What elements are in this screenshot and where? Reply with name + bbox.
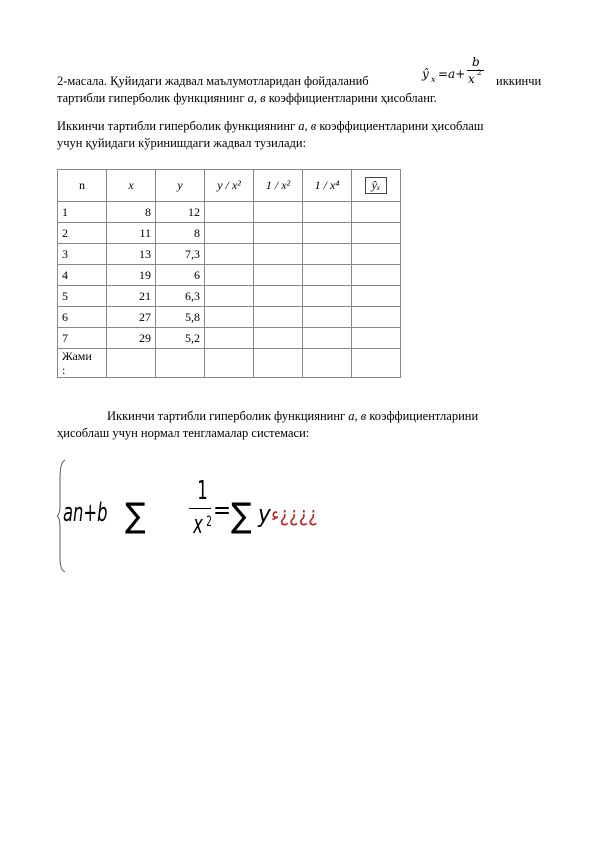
cell-empty xyxy=(205,265,254,286)
cell-total-label: Жами : xyxy=(58,349,107,378)
cell-empty xyxy=(303,223,352,244)
paragraph-normal-line2: ҳисоблаш учун нормал тенгламалар системаси: xyxy=(57,426,310,440)
cell-empty xyxy=(254,244,303,265)
cell-x: 27 xyxy=(107,307,156,328)
formula-subscript: x xyxy=(431,75,436,84)
cell-y: 7,3 xyxy=(156,244,205,265)
system-garbled-symbols: ء¿¿¿¿ xyxy=(271,502,318,526)
system-sum-right: ∑ xyxy=(231,496,252,536)
formula-denominator: x xyxy=(468,72,475,86)
cell-y: 5,2 xyxy=(156,328,205,349)
cell-empty xyxy=(254,265,303,286)
system-sum-left: ∑ xyxy=(125,496,146,536)
cell-empty xyxy=(156,349,205,378)
table-row xyxy=(58,202,401,223)
cell-x: 13 xyxy=(107,244,156,265)
cell-empty xyxy=(352,265,401,286)
cell-empty xyxy=(205,286,254,307)
cell-empty xyxy=(352,244,401,265)
table-total-row xyxy=(58,349,401,378)
header-n: n xyxy=(58,170,107,202)
system-rhs-y: y xyxy=(258,500,271,528)
header-y: y xyxy=(156,170,205,202)
cell-empty xyxy=(205,202,254,223)
cell-empty xyxy=(352,286,401,307)
cell-empty xyxy=(254,307,303,328)
p3-italic: а, в xyxy=(348,409,367,423)
p3-part1: Иккинчи тартибли гиперболик функциянинг xyxy=(107,409,349,423)
problem-line2-italic: а, в xyxy=(247,91,266,105)
cell-x: 8 xyxy=(107,202,156,223)
cell-n: 3 xyxy=(58,244,107,265)
cell-y: 8 xyxy=(156,223,205,244)
cell-empty xyxy=(352,328,401,349)
table-row xyxy=(58,328,401,349)
paragraph-table-intro-line1 xyxy=(57,118,547,135)
problem-intro xyxy=(57,73,369,90)
paragraph-normal-equations xyxy=(57,408,547,442)
formula-numerator: b xyxy=(472,55,480,69)
p2-part1: Иккинчи тартибли гиперболик функциянинг xyxy=(57,119,299,133)
cell-n: 4 xyxy=(58,265,107,286)
p2-italic: а, в xyxy=(298,119,317,133)
cell-empty xyxy=(352,223,401,244)
cell-n: 1 xyxy=(58,202,107,223)
cell-empty xyxy=(303,202,352,223)
cell-n: 7 xyxy=(58,328,107,349)
cell-n: 6 xyxy=(58,307,107,328)
header-yhat xyxy=(352,170,401,202)
system-fraction-bar xyxy=(189,508,211,509)
table-header-row xyxy=(58,170,401,202)
problem-line2-text: тартибли гиперболик функциянинг xyxy=(57,91,248,105)
cell-empty xyxy=(254,349,303,378)
formula-lhs: ŷ xyxy=(422,67,429,81)
problem-intro-text: 2-масала. Қуйидаги жадвал маълумотларидан фойдаланиб xyxy=(57,74,369,88)
cell-empty xyxy=(254,286,303,307)
cell-empty xyxy=(352,202,401,223)
cell-empty xyxy=(254,223,303,244)
table-row xyxy=(58,223,401,244)
cell-empty xyxy=(352,349,401,378)
cell-empty xyxy=(303,328,352,349)
cell-empty xyxy=(205,244,254,265)
header-1-over-x4: 1 / x⁴ xyxy=(303,170,352,202)
problem-line2 xyxy=(57,90,437,107)
normal-equation-system xyxy=(57,458,357,573)
cell-y: 12 xyxy=(156,202,205,223)
cell-x: 19 xyxy=(107,265,156,286)
system-equals: = xyxy=(213,496,232,524)
cell-empty xyxy=(205,328,254,349)
cell-n: 2 xyxy=(58,223,107,244)
paragraph-table-intro xyxy=(57,118,547,152)
header-y-over-x2: y / x² xyxy=(205,170,254,202)
cell-empty xyxy=(303,349,352,378)
cell-x: 29 xyxy=(107,328,156,349)
cell-n: 5 xyxy=(58,286,107,307)
table-row xyxy=(58,286,401,307)
cell-empty xyxy=(205,223,254,244)
formula-eq: =a+ xyxy=(438,67,466,81)
paragraph-normal-line1 xyxy=(57,408,547,425)
cell-empty xyxy=(254,328,303,349)
data-table xyxy=(57,169,401,378)
cell-empty xyxy=(303,286,352,307)
cell-empty xyxy=(303,307,352,328)
header-1-over-x2: 1 / x² xyxy=(254,170,303,202)
system-lhs: an+b xyxy=(63,498,108,528)
hyperbolic-formula xyxy=(422,55,492,95)
cell-empty xyxy=(254,202,303,223)
cell-empty xyxy=(303,244,352,265)
cell-x: 11 xyxy=(107,223,156,244)
table-row xyxy=(58,265,401,286)
paragraph-table-intro-line2: учун қуйидаги кўринишдаги жадвал тузилади: xyxy=(57,136,307,150)
cell-empty xyxy=(205,349,254,378)
problem-line2-text-end: коэффициентларини ҳисобланг. xyxy=(265,91,437,105)
cell-empty xyxy=(205,307,254,328)
cell-empty xyxy=(107,349,156,378)
formula-power: 2 xyxy=(477,69,482,77)
table-row xyxy=(58,244,401,265)
cell-y: 5,8 xyxy=(156,307,205,328)
header-yhat-box: ŷₓ xyxy=(365,177,388,194)
p3-part2: коэффициентларини xyxy=(366,409,479,423)
cell-y: 6 xyxy=(156,265,205,286)
problem-after-formula: иккинчи xyxy=(496,74,542,88)
cell-empty xyxy=(303,265,352,286)
table-row xyxy=(58,307,401,328)
p2-part2: коэффициентларини ҳисоблаш xyxy=(316,119,484,133)
system-fraction-power: 2 xyxy=(206,514,212,530)
cell-empty xyxy=(352,307,401,328)
header-x: x xyxy=(107,170,156,202)
cell-y: 6,3 xyxy=(156,286,205,307)
system-fraction-denominator: x xyxy=(193,510,203,540)
cell-x: 21 xyxy=(107,286,156,307)
system-fraction-numerator: 1 xyxy=(197,476,208,506)
